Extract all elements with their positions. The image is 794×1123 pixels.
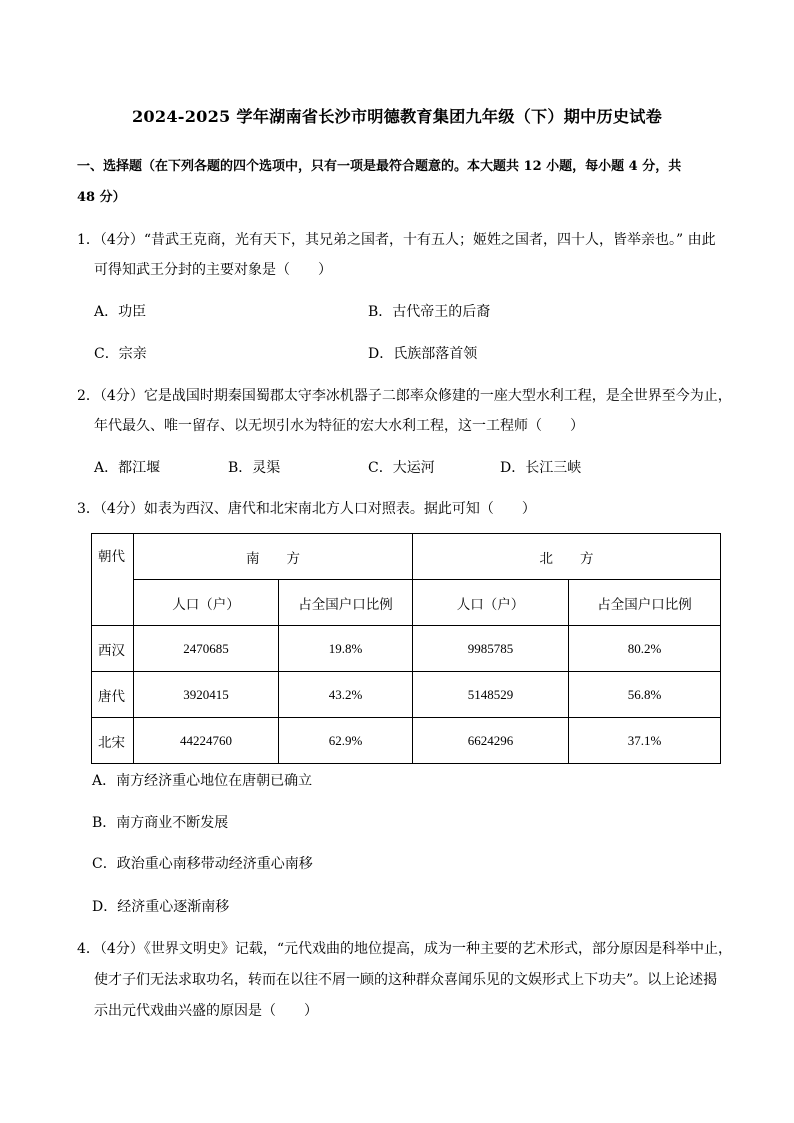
table-row (92, 718, 721, 764)
table-cell: 6624296 (413, 718, 569, 764)
q1-option-b[interactable]: B．古代帝王的后裔 (368, 304, 491, 320)
table-cell: 37.1% (569, 718, 721, 764)
q3-stem: 3．（4分）如表为西汉、唐代和北宋南北方人口对照表。据此可知（ ） (77, 501, 536, 517)
table-corner-cell: 朝代 (92, 534, 134, 626)
table-cell: 3920415 (134, 672, 279, 718)
table-cell-dynasty: 唐代 (92, 672, 134, 718)
exam-title: 2024-2025 学年湖南省长沙市明德教育集团九年级（下）期中历史试卷 (131, 107, 663, 126)
q3-option-a[interactable]: A．南方经济重心地位在唐朝已确立 (92, 773, 313, 789)
table-cell: 56.8% (569, 672, 721, 718)
table-cell: 43.2% (279, 672, 413, 718)
table-cell: 2470685 (134, 626, 279, 672)
table-cell-dynasty: 北宋 (92, 718, 134, 764)
q4-stem-line2: 使才子们无法求取功名，转而在以往不屑一顾的这种群众喜闻乐见的文娱形式上下功夫”。以上论述揭 (94, 972, 718, 988)
table-cell-dynasty: 西汉 (92, 626, 134, 672)
section-heading-line1: 一、选择题（在下列各题的四个选项中，只有一项是最符合题意的。本大题共 12 小题，每小题 4 分，共 (77, 159, 682, 174)
table-cell: 62.9% (279, 718, 413, 764)
q2-option-c[interactable]: C．大运河 (368, 460, 435, 476)
table-subheader-cell: 占全国户口比例 (279, 580, 413, 626)
table-cell: 44224760 (134, 718, 279, 764)
q4-stem-line3: 示出元代戏曲兴盛的原因是（ ） (94, 1003, 318, 1019)
section-heading-line2: 48 分） (77, 190, 126, 205)
table-cell: 9985785 (413, 626, 569, 672)
q2-option-a[interactable]: A．都江堰 (94, 460, 161, 476)
table-subheader-row (92, 580, 721, 626)
table-cell: 80.2% (569, 626, 721, 672)
table-subheader-cell: 人口（户） (413, 580, 569, 626)
table-header-south: 南 方 (134, 534, 413, 580)
q1-stem-line1: 1．（4分）“昔武王克商，光有天下，其兄弟之国者，十有五人；姬姓之国者，四十人，皆举亲也。” 由此 (77, 232, 716, 248)
q1-option-d[interactable]: D．氏族部落首领 (368, 346, 478, 362)
q4-stem-line1: 4．（4分）《世界文明史》记载，“元代戏曲的地位提高，成为一种主要的艺术形式，部分原因是科举中止， (77, 941, 732, 957)
q1-option-c[interactable]: C．宗亲 (94, 346, 147, 362)
population-table (91, 533, 721, 764)
table-subheader-cell: 占全国户口比例 (569, 580, 721, 626)
q2-option-d[interactable]: D．长江三峡 (500, 460, 582, 476)
q2-option-b[interactable]: B．灵渠 (228, 460, 281, 476)
q3-option-d[interactable]: D．经济重心逐渐南移 (92, 899, 230, 915)
q2-stem-line2: 年代最久、唯一留存、以无坝引水为特征的宏大水利工程，这一工程师（ ） (94, 418, 584, 434)
table-header-north: 北 方 (413, 534, 721, 580)
table-header-row (92, 534, 721, 580)
table-cell: 5148529 (413, 672, 569, 718)
q3-option-c[interactable]: C．政治重心南移带动经济重心南移 (92, 856, 313, 872)
table-cell: 19.8% (279, 626, 413, 672)
table-row (92, 672, 721, 718)
table-row (92, 626, 721, 672)
q2-stem-line1: 2．（4分）它是战国时期秦国蜀郡太守李冰机器子二郎率众修建的一座大型水利工程，是全世界至今为止， (77, 388, 732, 404)
q1-stem-line2: 可得知武王分封的主要对象是（ ） (94, 262, 332, 278)
table-subheader-cell: 人口（户） (134, 580, 279, 626)
q3-option-b[interactable]: B．南方商业不断发展 (92, 815, 229, 831)
q1-option-a[interactable]: A．功臣 (94, 304, 147, 320)
